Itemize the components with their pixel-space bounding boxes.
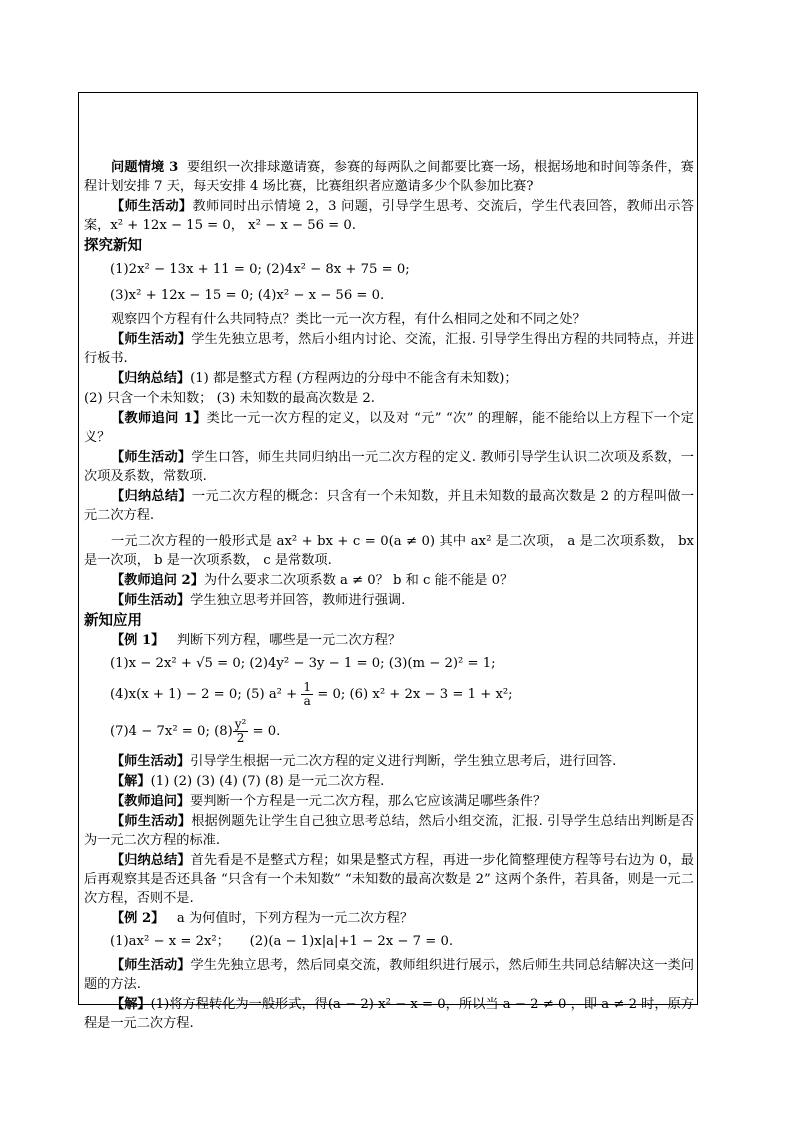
activity-2: 【师生活动】学生先独立思考，然后小组内讨论、交流，汇报. 引导学生得出方程的共同特点，并进行板书. xyxy=(84,332,694,366)
equation-line-2: (3)x² + 12x − 15 = 0; (4)x² − x − 56 = 0. xyxy=(110,288,385,303)
scenario-3-title: 问题情境 3 xyxy=(111,160,179,175)
example-2-line-1: (1)ax² − x = 2x²； (2)(a − 1)x|a|+1 − 2x − 7 = 0. xyxy=(110,934,454,949)
fraction-y2-over-2: $\frac{\text{y²}}{2}$ xyxy=(234,717,247,745)
example-1: 【例 1】 判断下列方程，哪些是一元二次方程？ xyxy=(111,633,402,648)
observe-question: 观察四个方程有什么共同特点？类比一元一次方程，有什么相同之处和不同之处？ xyxy=(111,312,586,327)
scenario-3 xyxy=(84,158,694,196)
summary-1: 【归纳总结】(1) 都是整式方程 (方程两边的分母中不能含有未知数)； xyxy=(111,371,518,386)
section-explore-heading: 探究新知 xyxy=(84,238,142,254)
general-form: 一元二次方程的一般形式是 ax² + bx + c = 0(a ≠ 0) 其中 ax² 是二次项， a 是二次项系数， bx 是一次项， b 是一次项系数， c 是常数项. xyxy=(84,534,694,568)
answer-2: 【解】(1)将方程转化为一般形式，得(a − 2) x² − x = 0，所以当 a − 2 ≠ 0 ，即 a ≠ 2 时，原方程是一元二次方程. xyxy=(84,997,694,1031)
scenario-3-text: 要组织一次排球邀请赛，参赛的每两队之间都要比赛一场，根据场地和时间等条件，赛程计划安排 7 天，每天安排 4 场比赛，比赛组织者应邀请多少个队参加比赛? xyxy=(84,160,694,194)
summary-1-cont: (2) 只含一个未知数； (3) 未知数的最高次数是 2. xyxy=(84,391,375,406)
example-1-line-1: (1)x − 2x² + √5 = 0; (2)4y² − 3y − 1 = 0; (3)(m − 2)² = 1; xyxy=(110,656,496,671)
fraction-1-over-a: $\frac{1}{a}$ xyxy=(303,680,312,708)
activity-7: 【师生活动】学生先独立思考，然后同桌交流，教师组织进行展示，然后师生共同总结解决这一类问题的方法. xyxy=(84,958,695,992)
example-1-line-2: (4)x(x + 1) − 2 = 0; (5) a² + $\frac{1}{a}$ = 0; (6) x² + 2x − 3 = 1 + x²; xyxy=(110,680,513,708)
section-apply-heading: 新知应用 xyxy=(84,613,142,629)
equation-line-1: (1)2x² − 13x + 11 = 0; (2)4x² − 8x + 75 = 0; xyxy=(110,262,410,277)
summary-2: 【归纳总结】一元二次方程的概念：只含有一个未知数，并且未知数的最高次数是 2 的方程叫做一元二次方程. xyxy=(84,489,695,523)
summary-3: 【归纳总结】首先看是不是整式方程；如果是整式方程，再进一步化简整理使方程等号右边为 0，最后再观察其是否还具备 “只含有一个未知数” “未知数的最高次数是 2” 这两个条件，若具备，则是一元二次方程，否则不是. xyxy=(84,853,694,906)
lesson-content xyxy=(84,158,694,1034)
followup-1: 【教师追问 1】类比一元一次方程的定义，以及对 “元” “次” 的理解，能不能给以上方程下一个定义？ xyxy=(84,411,694,445)
followup-3: 【教师追问】要判断一个方程是一元二次方程，那么它应该满足哪些条件？ xyxy=(111,794,547,809)
activity-6: 【师生活动】根据例题先让学生自己独立思考总结，然后小组交流，汇报. 引导学生总结出判断是否为一元二次方程的标准. xyxy=(84,814,694,848)
activity-5: 【师生活动】引导学生根据一元二次方程的定义进行判断，学生独立思考后，进行回答. xyxy=(111,754,617,769)
answer-1: 【解】(1) (2) (3) (4) (7) (8) 是一元二次方程. xyxy=(111,774,385,789)
example-2: 【例 2】 a 为何值时，下列方程为一元二次方程？ xyxy=(111,911,414,926)
activity-3: 【师生活动】学生口答，师生共同归纳出一元二次方程的定义. 教师引导学生认识二次项及系数，一次项及系数，常数项. xyxy=(84,450,694,484)
followup-2: 【教师追问 2】为什么要求二次项系数 a ≠ 0？ b 和 c 能不能是 0？ xyxy=(111,573,514,588)
activity-4: 【师生活动】学生独立思考并回答，教师进行强调. xyxy=(111,593,406,608)
example-1-line-3: (7)4 − 7x² = 0; (8) $\frac{\text{y²}}{2}$ = 0. xyxy=(110,717,281,745)
activity-1: 【师生活动】教师同时出示情境 2，3 问题，引导学生思考、交流后，学生代表回答，教师出示答案，x² + 12x − 15 = 0， x² − x − 56 = 0. xyxy=(84,199,695,233)
